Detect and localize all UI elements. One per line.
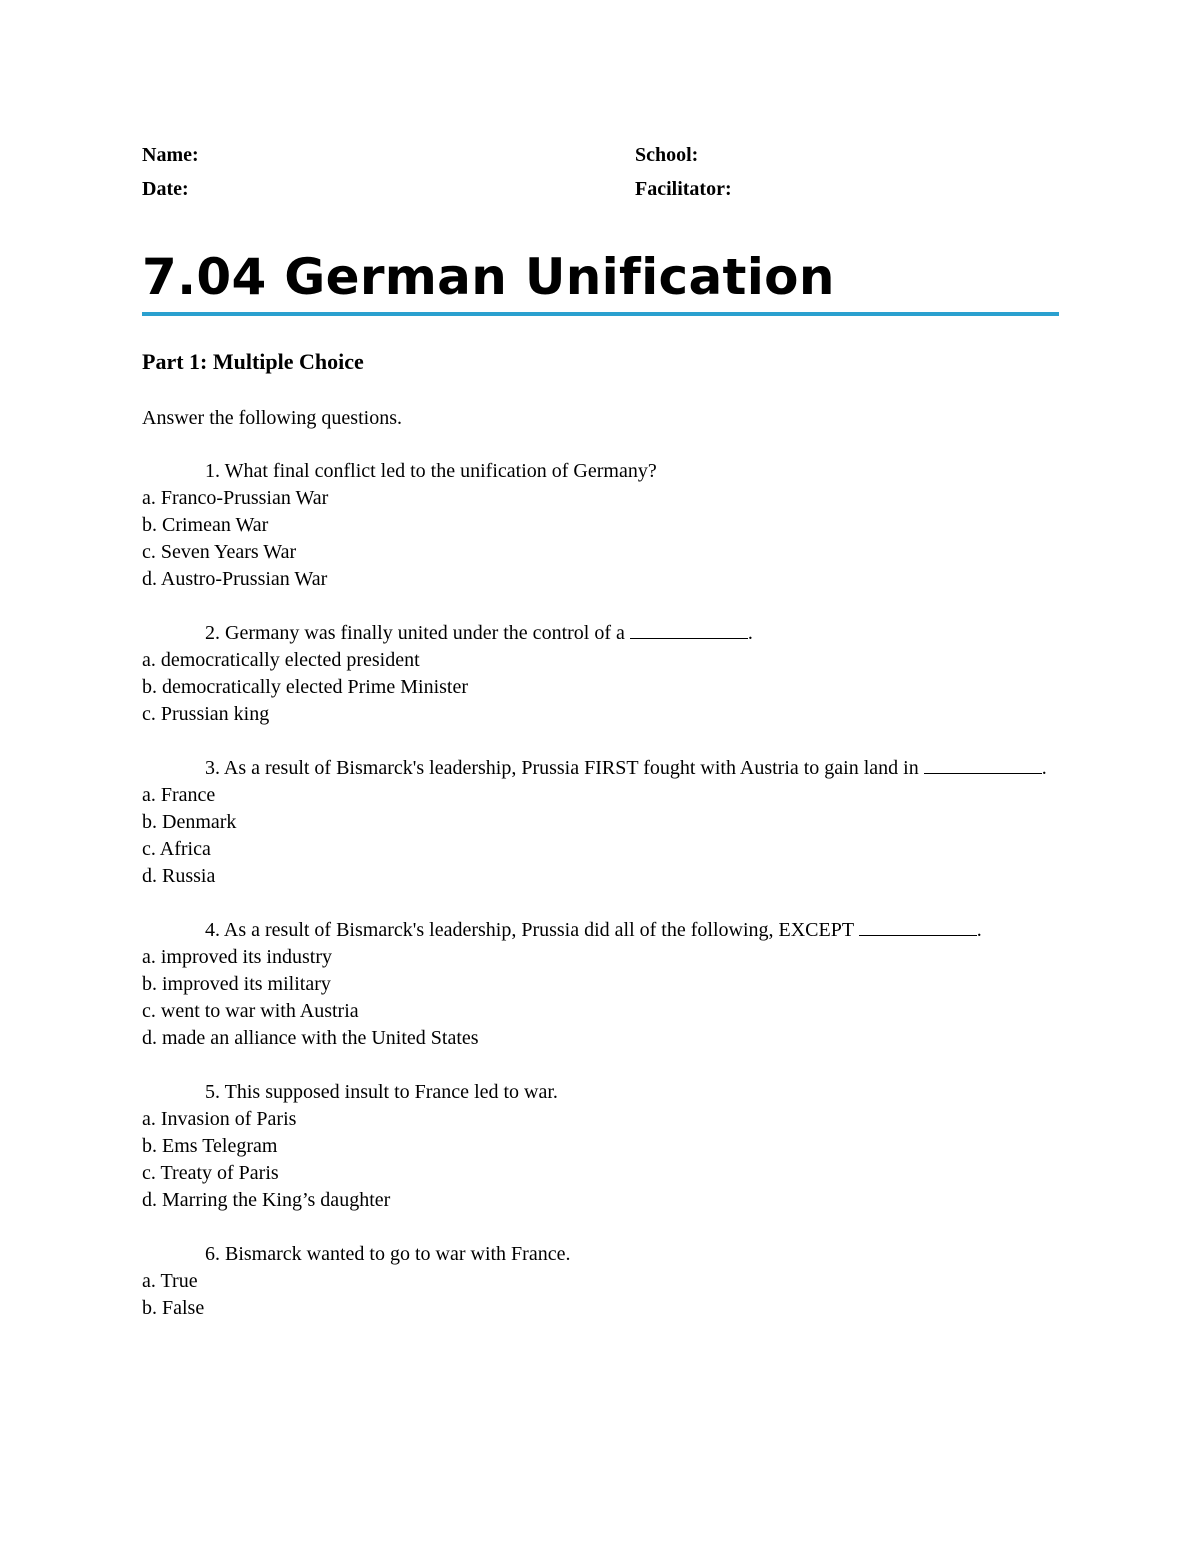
answer-option: c. Africa <box>142 838 211 860</box>
answer-options <box>142 1106 1060 1214</box>
question-5 <box>142 1079 1060 1214</box>
answer-option: a. improved its industry <box>142 946 332 968</box>
answer-options <box>142 1268 1060 1322</box>
question-stem <box>142 917 1060 944</box>
question-1 <box>142 458 1060 593</box>
question-stem <box>142 458 1060 485</box>
answer-options <box>142 944 1060 1052</box>
question-text: 6. Bismarck wanted to go to war with France. <box>205 1243 571 1265</box>
instructions-text: Answer the following questions. <box>142 407 402 429</box>
answer-option: b. Denmark <box>142 811 237 833</box>
question-stem-end: . <box>976 919 982 941</box>
answer-option: a. France <box>142 784 216 806</box>
answer-option: a. democratically elected president <box>142 649 420 671</box>
answer-options <box>142 782 1060 890</box>
question-text: 5. This supposed insult to France led to war. <box>205 1081 558 1103</box>
date-label: Date: <box>142 178 189 200</box>
answer-option: b. improved its military <box>142 973 331 995</box>
question-text: 1. What final conflict led to the unification of Germany? <box>205 460 657 482</box>
answer-options <box>142 647 1060 728</box>
question-stem <box>142 620 1060 647</box>
answer-option: c. Prussian king <box>142 703 270 725</box>
question-text: 2. Germany was finally united under the control of a <box>205 622 625 644</box>
page-title: 7.04 German Unification <box>142 248 835 306</box>
question-4 <box>142 917 1060 1052</box>
answer-blank <box>924 755 1042 774</box>
answer-option: c. went to war with Austria <box>142 1000 359 1022</box>
name-label: Name: <box>142 144 199 166</box>
answer-option: d. Austro-Prussian War <box>142 568 328 590</box>
question-2 <box>142 620 1060 728</box>
question-text: 4. As a result of Bismarck's leadership, Prussia did all of the following, EXCEPT <box>205 919 854 941</box>
question-stem-end: . <box>747 622 753 644</box>
section-heading: Part 1: Multiple Choice <box>142 349 364 374</box>
answer-option: a. Invasion of Paris <box>142 1108 297 1130</box>
question-stem <box>142 1241 1060 1268</box>
answer-option: b. Ems Telegram <box>142 1135 278 1157</box>
question-stem-end: . <box>1041 757 1047 779</box>
answer-option: d. made an alliance with the United States <box>142 1027 479 1049</box>
question-list <box>142 458 1060 1349</box>
question-3 <box>142 755 1060 890</box>
answer-blank <box>859 917 977 936</box>
question-stem <box>142 1079 1060 1106</box>
answer-option: b. democratically elected Prime Minister <box>142 676 468 698</box>
answer-option: a. Franco-Prussian War <box>142 487 329 509</box>
answer-options <box>142 485 1060 593</box>
question-text: 3. As a result of Bismarck's leadership, Prussia FIRST fought with Austria to gain land in <box>205 757 919 779</box>
title-underline-divider <box>142 312 1059 316</box>
answer-option: d. Russia <box>142 865 216 887</box>
answer-blank <box>630 620 748 639</box>
facilitator-label: Facilitator: <box>635 178 732 200</box>
answer-option: c. Seven Years War <box>142 541 297 563</box>
answer-option: a. True <box>142 1270 198 1292</box>
answer-option: b. Crimean War <box>142 514 269 536</box>
answer-option: c. Treaty of Paris <box>142 1162 279 1184</box>
question-6 <box>142 1241 1060 1322</box>
answer-option: d. Marring the King’s daughter <box>142 1189 391 1211</box>
question-stem <box>142 755 1060 782</box>
answer-option: b. False <box>142 1297 205 1319</box>
school-label: School: <box>635 144 699 166</box>
